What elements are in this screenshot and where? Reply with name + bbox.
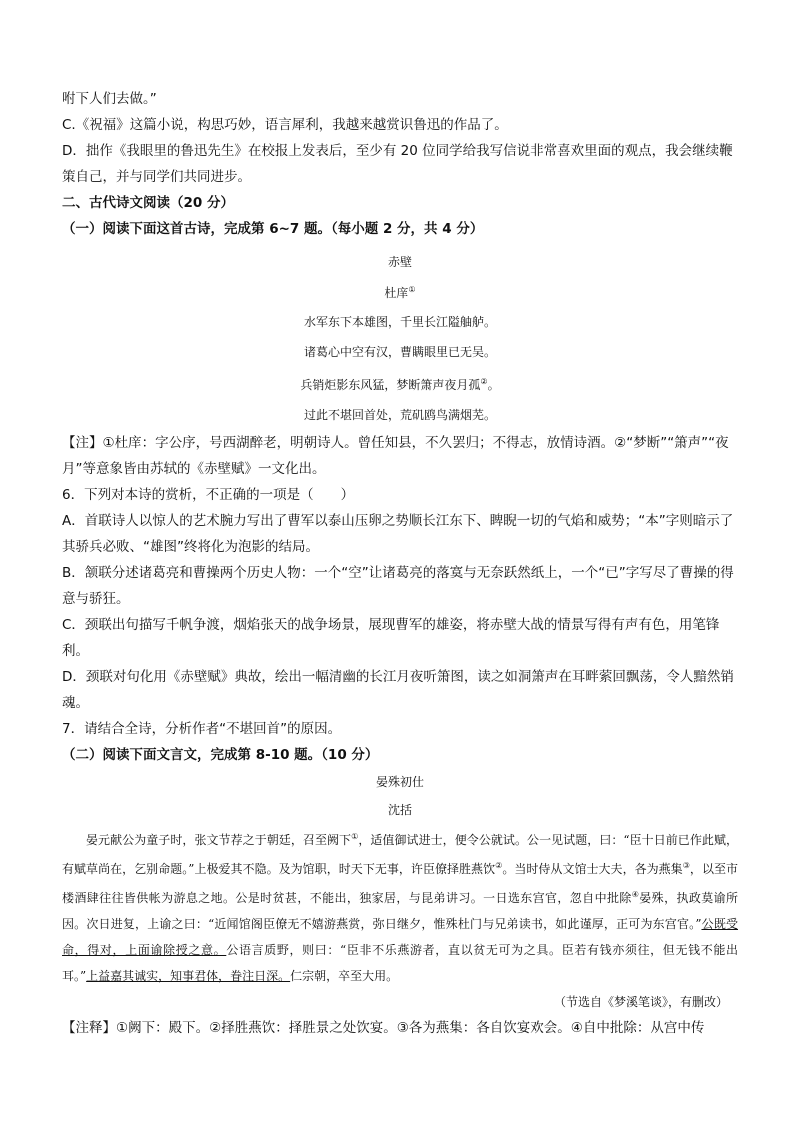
question-6-option-b: B．颔联分述诸葛亮和曹操两个历史人物：一个“空”让诸葛亮的落寞与无奈跃然纸上，一个“已”字写尽了曹操的得意与骄狂。 <box>62 565 734 607</box>
poem-author: 杜庠① <box>384 285 416 300</box>
option-c-line: C.《祝福》这篇小说，构思巧妙，语言犀利，我越来越赏识鲁迅的作品了。 <box>62 117 508 133</box>
poem-line: 水军东下本雄图，千里长江隘舳舻。 <box>303 315 496 329</box>
question-6-stem: 6．下列对本诗的赏析，不正确的一项是（ ） <box>62 487 355 503</box>
prose-source: （节选自《梦溪笔谈》，有删改） <box>553 995 728 1009</box>
part-heading: （一）阅读下面这首古诗，完成第 6~7 题。（每小题 2 分，共 4 分） <box>62 221 484 237</box>
underlined-sentence: 公既受命，得对，上面谕除授之意。 <box>62 917 738 957</box>
poem-note: 【注】①杜庠：字公序，号西湖醉老，明朝诗人。曾任知县，不久罢归；不得志，放情诗酒。②“梦断”“箫声”“夜月”等意象皆由苏轼的《赤壁赋》一文化出。 <box>62 435 729 477</box>
poem-title: 赤壁 <box>387 255 412 269</box>
text-line: 咐下人们去做。” <box>62 91 157 107</box>
question-6-option-a: A．首联诗人以惊人的艺术腕力写出了曹军以泰山压卵之势顺长江东下、睥睨一切的气焰和威势；“本”字则暗示了其骄兵必败、“雄图”终将化为泡影的结局。 <box>62 513 734 555</box>
section-heading: 二、古代诗文阅读（20 分） <box>62 195 234 211</box>
poem-line: 兵销炬影东风猛，梦断箫声夜月孤②。 <box>300 377 500 392</box>
underlined-sentence: 上益嘉其诚实，知事君体，眷注日深。 <box>86 969 291 983</box>
prose-author: 沈括 <box>387 803 412 817</box>
prose-note: 【注释】①阙下：殿下。②择胜燕饮：择胜景之处饮宴。③各为燕集：各自饮宴欢会。④自中批除：从宫中传 <box>62 1020 705 1036</box>
question-6-option-d: D．颈联对句化用《赤壁赋》典故，绘出一幅清幽的长江月夜听箫图，读之如洞箫声在耳畔萦回飘荡，令人黯然销魂。 <box>62 669 734 711</box>
poem-line: 过此不堪回首处，荒矶鸥鸟满烟芜。 <box>303 408 496 422</box>
prose-body: 晏元献公为童子时，张文节荐之于朝廷，召至阙下①，适值御试进士，便令公就试。公一见试题，曰：“臣十日前已作此赋，有赋草尚在，乞别命题。”上极爱其不隐。及为馆职，时天下无事，许臣僚择胜燕饮②。当时侍从文馆士大夫，各为燕集③，以至市楼酒肆往往皆供帐为游息之地。公是时贫甚，不能出，独家居，与昆弟讲习。一日选东宫官，忽自中批除④晏殊，执政莫谕所因。次日进复，上谕之曰：“近闻馆阁臣僚无不嬉游燕赏，弥日继夕，惟殊杜门与兄弟读书，如此谨厚，正可为东宫官。”公既受命，得对，上面谕除授之意。公语言质野，则曰：“臣非不乐燕游者，直以贫无可为之具。臣若有钱亦须往，但无钱不能出耳。”上益嘉其诚实，知事君体，眷注日深。仁宗朝，卒至大用。 <box>62 832 739 983</box>
prose-title: 晏殊初仕 <box>375 775 424 789</box>
part-heading: （二）阅读下面文言文，完成第 8-10 题。（10 分） <box>62 747 379 763</box>
question-7: 7．请结合全诗，分析作者“不堪回首”的原因。 <box>62 721 342 737</box>
question-6-option-c: C．颈联出句描写千帆争渡，烟焰张天的战争场景，展现曹军的雄姿，将赤壁大战的情景写得有声有色，用笔锋利。 <box>62 617 720 659</box>
document-page <box>62 86 738 1041</box>
poem-line: 诸葛心中空有汉，曹瞒眼里已无吴。 <box>303 345 496 359</box>
option-d-line: D．拙作《我眼里的鲁迅先生》在校报上发表后，至少有 20 位同学给我写信说非常喜欢里面的观点，我会继续鞭策自己，并与同学们共同进步。 <box>62 143 733 185</box>
